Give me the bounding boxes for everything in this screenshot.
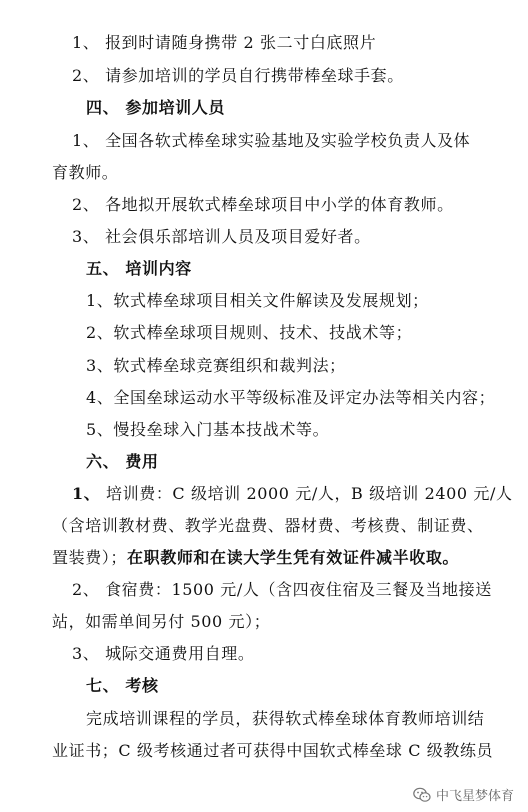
item-5-2: 2、软式棒垒球项目规则、技术、技战术等； [86, 323, 413, 342]
section-heading-assessment: 七、 考核 [86, 676, 159, 695]
item-6-2-line2: 站，如需单间另付 500 元）； [52, 612, 271, 631]
item-5-4: 4、全国垒球运动水平等级标准及评定办法等相关内容； [86, 388, 496, 407]
wechat-icon [413, 787, 431, 803]
paragraph-7-line1: 完成培训课程的学员，获得软式棒垒球体育教师培训结 [86, 709, 485, 728]
item-6-1-text-bold: 在职教师和在读大学生凭有效证件减半收取。 [127, 548, 460, 567]
watermark-text: 中飞星梦体育 [435, 789, 514, 804]
item-4-1-line1: 1、 全国各软式棒垒球实验基地及实验学校负责人及体 [72, 131, 471, 150]
item-6-1-line3 [52, 548, 459, 568]
item-6-1-line2: （含培训教材费、教学光盘费、器材费、考核费、制证费、 [52, 516, 484, 535]
item-3-1: 1、 报到时请随身携带 2 张二寸白底照片 [72, 33, 377, 52]
paragraph-7-line2: 业证书；C 级考核通过者可获得中国软式棒垒球 C 级教练员 [52, 741, 494, 760]
section-heading-fees: 六、 费用 [86, 452, 159, 471]
item-6-1-text-normal: 置装费）； [52, 548, 128, 567]
item-6-3: 3、 城际交通费用自理。 [72, 644, 255, 663]
item-4-2: 2、 各地拟开展软式棒垒球项目中小学的体育教师。 [72, 195, 454, 214]
item-4-3: 3、 社会俱乐部培训人员及项目爱好者。 [72, 227, 371, 246]
item-5-1: 1、软式棒垒球项目相关文件解读及发展规划； [86, 291, 429, 310]
section-heading-content: 五、 培训内容 [86, 259, 192, 278]
item-6-1-line1 [72, 484, 513, 504]
item-6-1-number: 1、 [72, 484, 101, 503]
item-6-1-text: 培训费：C 级培训 2000 元/人，B 级培训 2400 元/人 [100, 484, 513, 503]
item-5-3: 3、软式棒垒球竞赛组织和裁判法； [86, 356, 346, 375]
item-3-2: 2、 请参加培训的学员自行携带棒垒球手套。 [72, 66, 404, 85]
item-6-2-line1: 2、 食宿费：1500 元/人（含四夜住宿及三餐及当地接送 [72, 580, 492, 599]
item-4-1-line2: 育教师。 [52, 163, 119, 182]
watermark [413, 785, 514, 804]
item-5-5: 5、慢投垒球入门基本技战术等。 [86, 420, 330, 439]
section-heading-participants: 四、 参加培训人员 [86, 98, 225, 117]
